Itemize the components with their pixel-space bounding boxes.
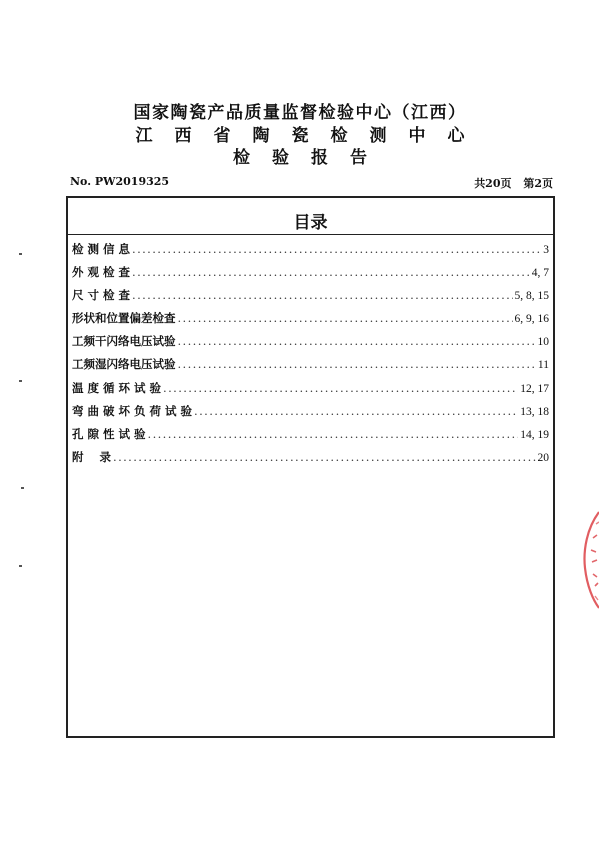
leader-dots xyxy=(194,404,518,418)
report-number: No. PW2019325 xyxy=(70,175,170,188)
title-divider xyxy=(68,234,553,235)
scan-speck xyxy=(19,253,22,255)
toc-entry-page: 12, 17 xyxy=(520,382,549,395)
toc-entry-shape-position[interactable] xyxy=(72,310,549,333)
toc-entry-dimensions[interactable] xyxy=(72,287,549,310)
toc-entry-label: 工频干闪络电压试验 xyxy=(72,334,176,349)
toc-entry-page: 10 xyxy=(537,336,549,349)
toc-entry-label: 外 观 检 查 xyxy=(72,265,131,280)
toc-entry-label: 工频湿闪络电压试验 xyxy=(72,357,176,372)
toc-entry-page: 20 xyxy=(537,451,549,464)
toc-entry-label: 弯 曲 破 坏 负 荷 试 验 xyxy=(72,403,193,418)
toc-entry-inspection-info[interactable] xyxy=(72,241,549,264)
toc-entry-temperature-cycle[interactable] xyxy=(72,380,549,403)
toc-frame xyxy=(66,196,555,738)
toc-entry-bending-load[interactable] xyxy=(72,403,549,426)
toc-entry-page: 3 xyxy=(543,244,549,256)
toc-entry-page: 6, 9, 16 xyxy=(514,313,549,326)
scan-speck xyxy=(19,380,22,382)
toc-entry-label: 孔 隙 性 试 验 xyxy=(72,426,146,441)
toc-entry-dry-flashover[interactable] xyxy=(72,333,549,356)
total-pages: 共20页 xyxy=(474,177,512,190)
toc-entry-page: 14, 19 xyxy=(520,428,549,441)
leader-dots xyxy=(132,242,541,256)
toc-entry-appearance[interactable] xyxy=(72,264,549,287)
red-seal-edge xyxy=(571,510,599,610)
leader-dots xyxy=(132,265,530,279)
leader-dots xyxy=(178,357,536,371)
toc-entry-label: 温 度 循 环 试 验 xyxy=(72,380,162,395)
toc-entry-label: 检 测 信 息 xyxy=(72,242,131,256)
leader-dots xyxy=(132,288,512,302)
scan-speck xyxy=(19,565,22,567)
toc-entry-page: 13, 18 xyxy=(520,405,549,418)
leader-dots xyxy=(113,450,535,464)
toc-list xyxy=(72,241,549,472)
leader-dots xyxy=(163,381,518,395)
toc-entry-appendix[interactable] xyxy=(72,449,549,472)
leader-dots xyxy=(178,334,536,348)
current-page: 第2页 xyxy=(523,177,553,190)
toc-entry-label: 形状和位置偏差检查 xyxy=(72,311,176,326)
scan-speck xyxy=(21,487,24,489)
leader-dots xyxy=(148,427,519,441)
toc-entry-page: 11 xyxy=(537,359,549,372)
center-subtitle: 江西省陶瓷检测中心 xyxy=(135,126,487,146)
toc-entry-page: 4, 7 xyxy=(531,267,549,280)
page-indicator xyxy=(474,175,553,191)
toc-entry-page: 5, 8, 15 xyxy=(514,290,549,303)
center-name-title: 国家陶瓷产品质量监督检验中心（江西） xyxy=(133,103,467,123)
toc-entry-porosity[interactable] xyxy=(72,426,549,449)
toc-title: 目录 xyxy=(293,213,328,233)
toc-entry-wet-flashover[interactable] xyxy=(72,356,549,379)
report-type-title: 检验报告 xyxy=(233,148,389,168)
toc-entry-label: 尺 寸 检 查 xyxy=(72,288,131,303)
toc-entry-label: 附 录 xyxy=(72,449,112,464)
leader-dots xyxy=(178,311,513,325)
